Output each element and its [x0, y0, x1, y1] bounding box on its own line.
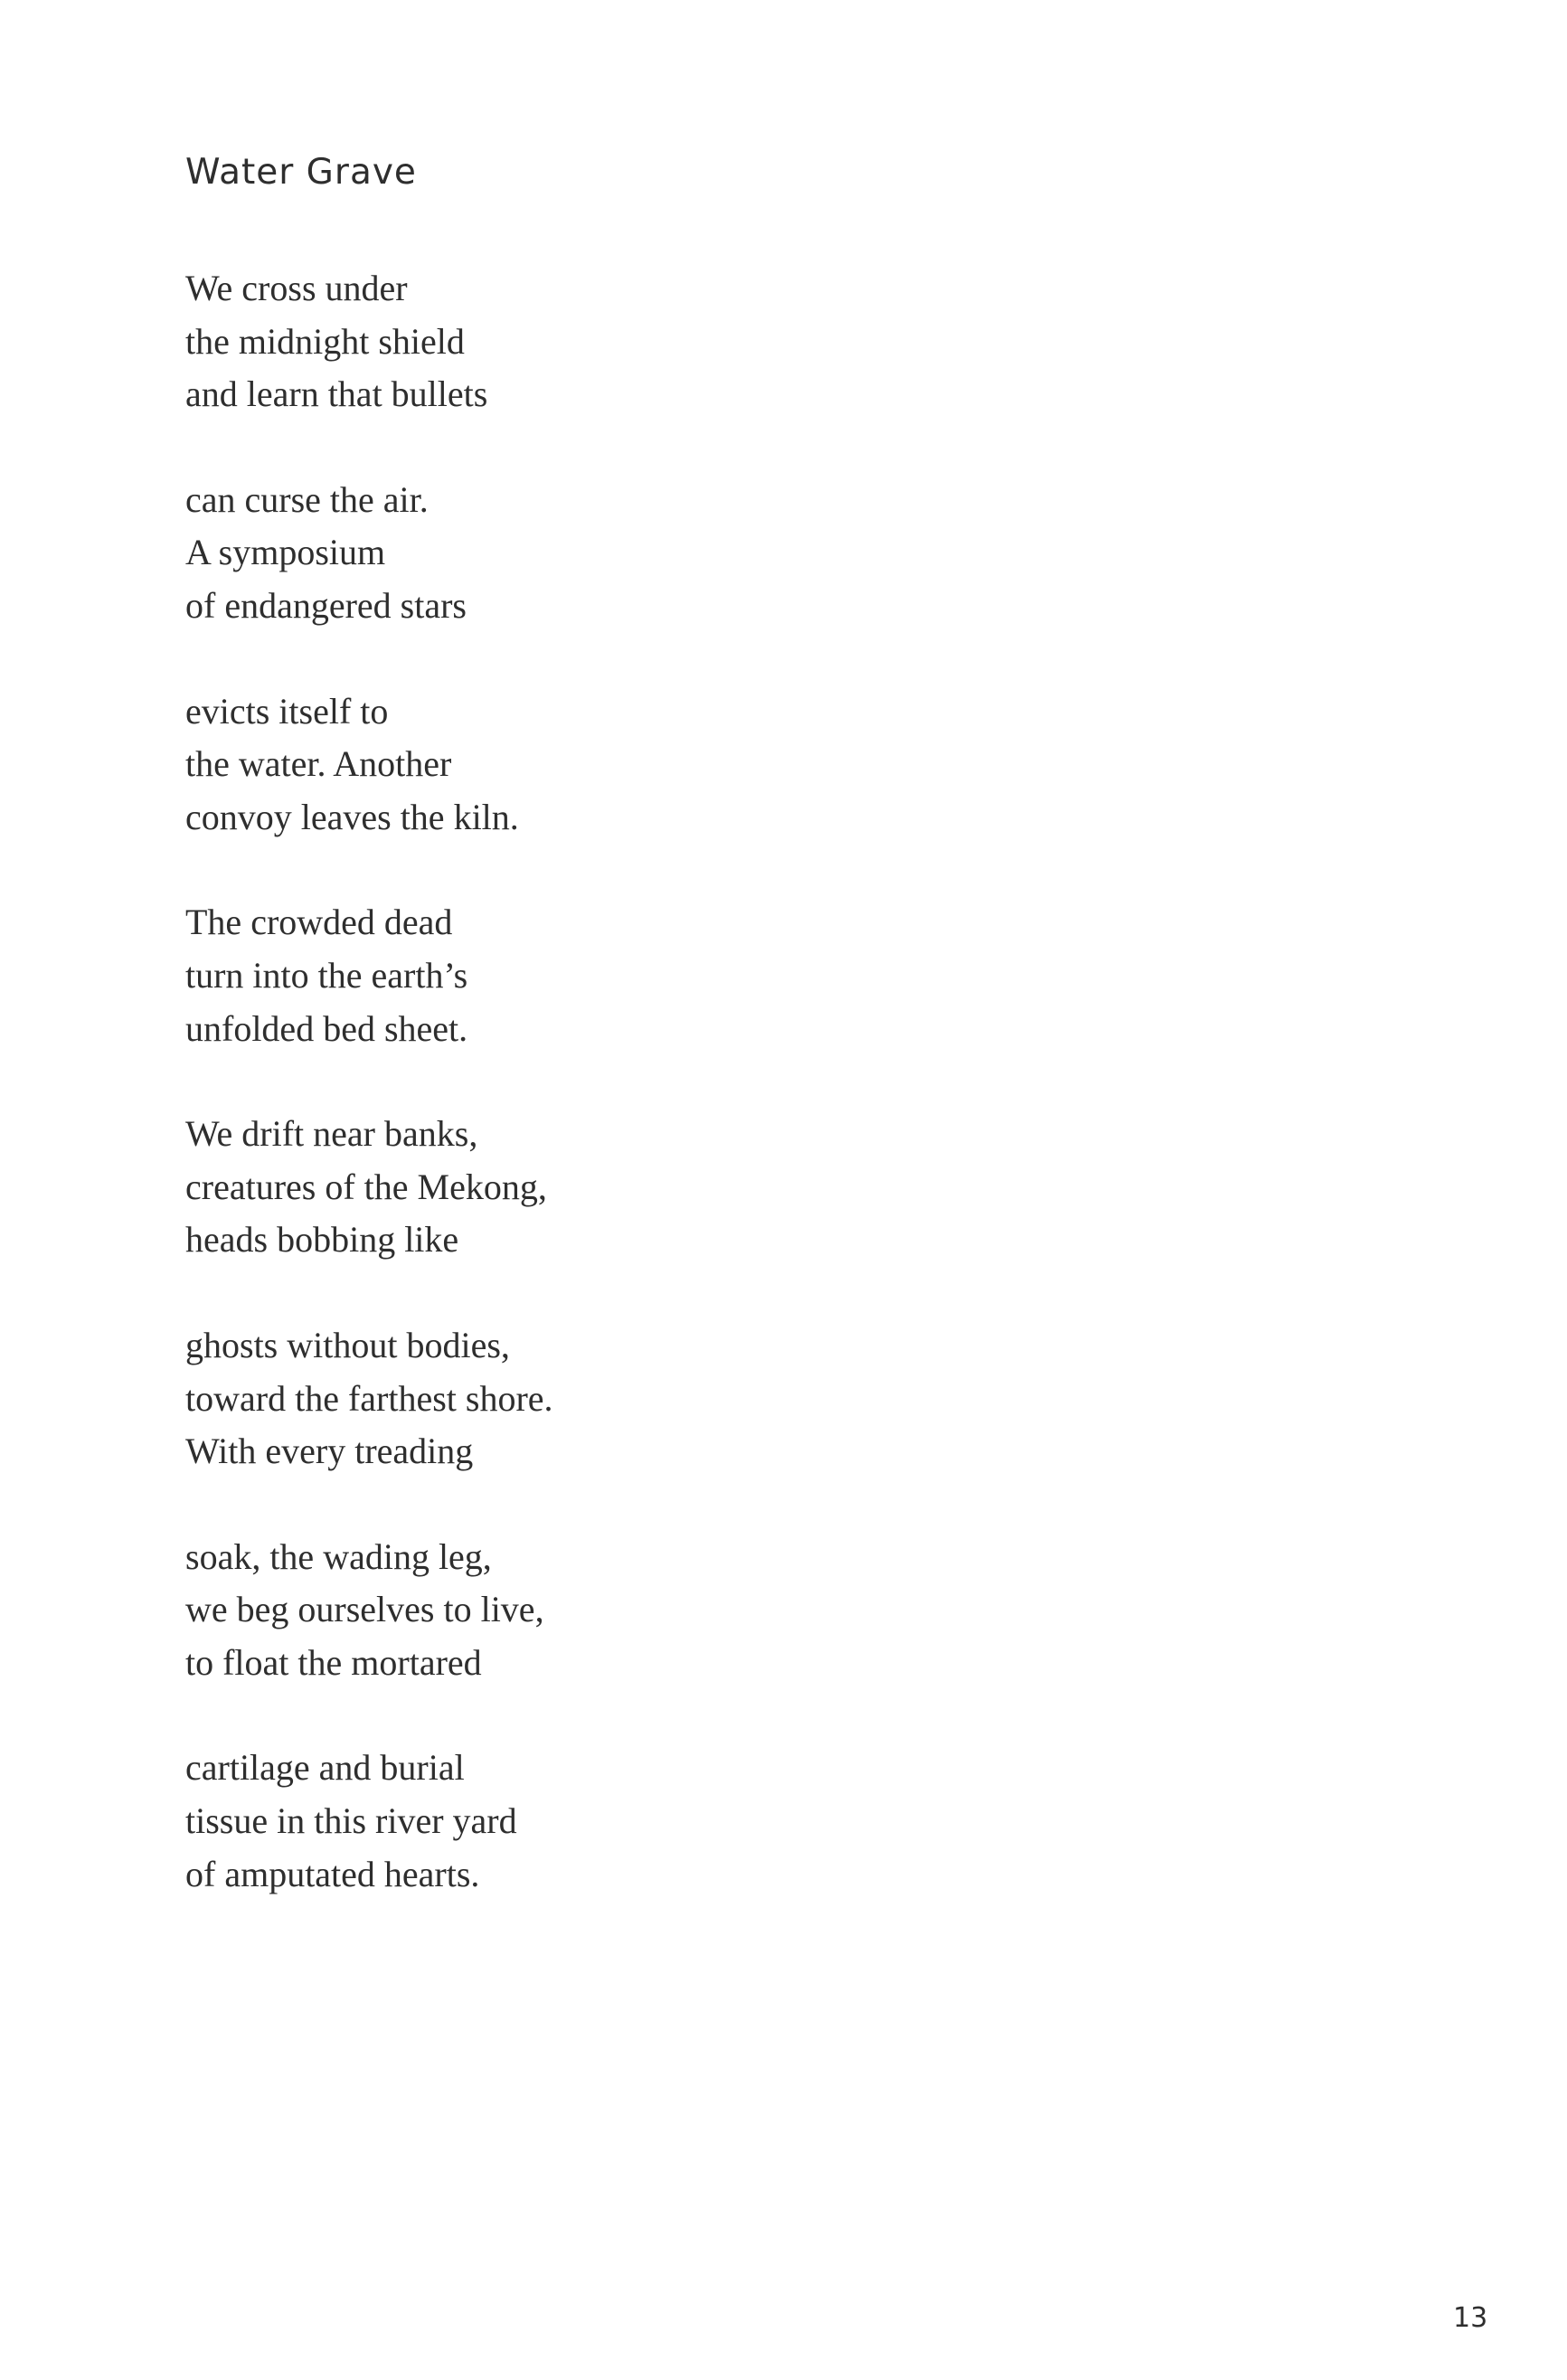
poem-line: the midnight shield [185, 320, 465, 362]
poem-line: toward the farthest shore. [185, 1377, 553, 1419]
poem-body [185, 262, 999, 1953]
poem-line: and learn that bullets [185, 373, 488, 415]
poem-line: A symposium [185, 532, 386, 573]
poem-line: tissue in this river yard [185, 1800, 517, 1842]
poem-line: cartilage and burial [185, 1747, 465, 1789]
stanza-2 [185, 474, 999, 633]
poem-line: heads bobbing like [185, 1219, 459, 1261]
poem-line: evicts itself to [185, 690, 389, 732]
poem-line: The crowded dead [185, 902, 453, 943]
poem-line: We cross under [185, 268, 408, 308]
poem-line: of amputated hearts. [185, 1853, 480, 1894]
poem-line: can curse the air. [185, 478, 429, 520]
poem-line: unfolded bed sheet. [185, 1007, 468, 1049]
poem-line: We drift near banks, [185, 1113, 478, 1155]
stanza-6 [185, 1319, 999, 1478]
poem-line: creatures of the Mekong, [185, 1166, 547, 1207]
stanza-1 [185, 262, 999, 421]
poem-line: of endangered stars [185, 584, 467, 626]
poem-line: turn into the earth’s [185, 954, 468, 996]
page-number: 13 [1453, 2302, 1488, 2334]
poem-title: Water Grave [185, 152, 417, 193]
poem-line: the water. Another [185, 743, 452, 785]
poem-line: convoy leaves the kiln. [185, 796, 519, 837]
poem-line: soak, the wading leg, [185, 1535, 492, 1577]
poem-line: With every treading [185, 1431, 474, 1472]
stanza-3 [185, 685, 999, 845]
stanza-5 [185, 1108, 999, 1267]
stanza-7 [185, 1531, 999, 1690]
poem-line: we beg ourselves to live, [185, 1589, 544, 1630]
stanza-8 [185, 1742, 999, 1901]
poem-line: ghosts without bodies, [185, 1324, 510, 1365]
poem-line: to float the mortared [185, 1641, 482, 1683]
stanza-4 [185, 896, 999, 1055]
